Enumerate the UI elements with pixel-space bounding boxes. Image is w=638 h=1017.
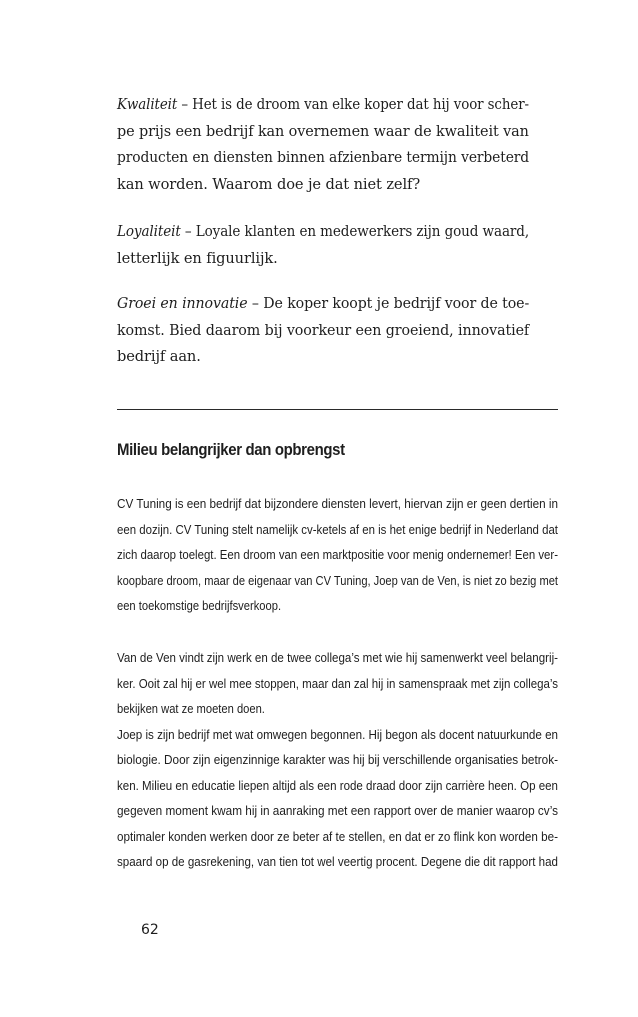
text-fragment: spaard op de gasrekening, van tien tot wel veertig procent. Degene die dit rapport had bbox=[117, 854, 558, 869]
text-line bbox=[117, 849, 558, 875]
text-fragment: zich daarop toelegt. Een droom van een marktpositie voor menig ondernemer! Een ver- bbox=[117, 547, 558, 562]
paragraph-kwaliteit bbox=[117, 92, 529, 198]
text-line bbox=[117, 798, 558, 824]
text-fragment: een dozijn. CV Tuning stelt namelijk cv-ketels af en is het enige bedrijf in Nederland dat bbox=[117, 521, 558, 537]
text-line bbox=[117, 517, 558, 543]
text-fragment: bekijken wat ze moeten doen. bbox=[117, 701, 265, 716]
body-paragraph-1 bbox=[117, 491, 558, 619]
term-kwaliteit: Kwaliteit bbox=[117, 96, 178, 113]
text-line bbox=[117, 645, 558, 671]
text-line: kan worden. Waarom doe je dat niet zelf? bbox=[117, 175, 421, 193]
text-line bbox=[117, 542, 558, 568]
text-fragment: – De koper koopt je bedrijf voor de toe- bbox=[247, 295, 530, 312]
text-line bbox=[117, 696, 558, 722]
text-line bbox=[117, 824, 558, 850]
text-line: producten en diensten binnen afzienbare termijn verbeterd bbox=[117, 149, 530, 166]
text-line: pe prijs een bedrijf kan overnemen waar de kwaliteit van bbox=[117, 122, 529, 140]
text-line bbox=[117, 219, 530, 246]
text-line bbox=[117, 568, 558, 594]
term-loyaliteit: Loyaliteit bbox=[117, 223, 181, 240]
text-line bbox=[117, 593, 558, 619]
text-line bbox=[117, 92, 529, 119]
term-groei-innovatie: Groei en innovatie bbox=[117, 295, 248, 312]
page-number: 62 bbox=[141, 922, 159, 938]
text-line: komst. Bied daarom bij voorkeur een groeiend, innovatief bbox=[117, 321, 530, 339]
body-paragraph-2 bbox=[117, 645, 558, 875]
text-fragment: CV Tuning is een bedrijf dat bijzondere diensten levert, hiervan zijn er geen dertien in bbox=[117, 496, 559, 511]
text-fragment: ken. Milieu en educatie liepen altijd als een rode draad door zijn carrière heen. Op een bbox=[117, 777, 558, 793]
text-line bbox=[117, 722, 558, 748]
section-divider bbox=[117, 409, 558, 410]
text-fragment: koopbare droom, maar de eigenaar van CV Tuning, Joep van de Ven, is niet zo bezig met bbox=[117, 572, 559, 588]
text-line bbox=[117, 671, 558, 697]
text-line bbox=[117, 291, 530, 318]
text-line: bedrijf aan. bbox=[117, 348, 201, 365]
text-line bbox=[117, 491, 558, 517]
text-fragment: – Loyale klanten en medewerkers zijn goud waard, bbox=[180, 223, 530, 240]
text-fragment: optimaler konden werken door ze beter af te stellen, en dat er zo flink kon worden be- bbox=[117, 828, 558, 844]
text-line bbox=[117, 773, 558, 799]
text-line bbox=[117, 747, 558, 773]
paragraph-groei bbox=[117, 291, 529, 371]
text-fragment: Joep is zijn bedrijf met wat omwegen begonnen. Hij begon als docent natuurkunde en bbox=[117, 726, 559, 742]
text-line: letterlijk en figuurlijk. bbox=[117, 249, 278, 267]
text-fragment: gegeven moment kwam hij in aanraking met een rapport over de manier waarop cv’s bbox=[117, 803, 558, 818]
text-fragment: ker. Ooit zal hij er wel mee stoppen, maar dan zal hij in samenspraak met zijn collega’s bbox=[117, 675, 559, 691]
section-heading: Milieu belangrijker dan opbrengst bbox=[117, 440, 345, 459]
text-fragment: – Het is de droom van elke koper dat hij voor scher- bbox=[177, 96, 529, 113]
text-fragment: Van de Ven vindt zijn werk en de twee collega’s met wie hij samenwerkt veel belangrij- bbox=[117, 650, 559, 665]
text-fragment: een toekomstige bedrijfsverkoop. bbox=[117, 598, 282, 613]
text-fragment: biologie. Door zijn eigenzinnige karakter was hij bij verschillende organisaties betrok- bbox=[117, 752, 558, 767]
paragraph-loyaliteit bbox=[117, 219, 529, 272]
